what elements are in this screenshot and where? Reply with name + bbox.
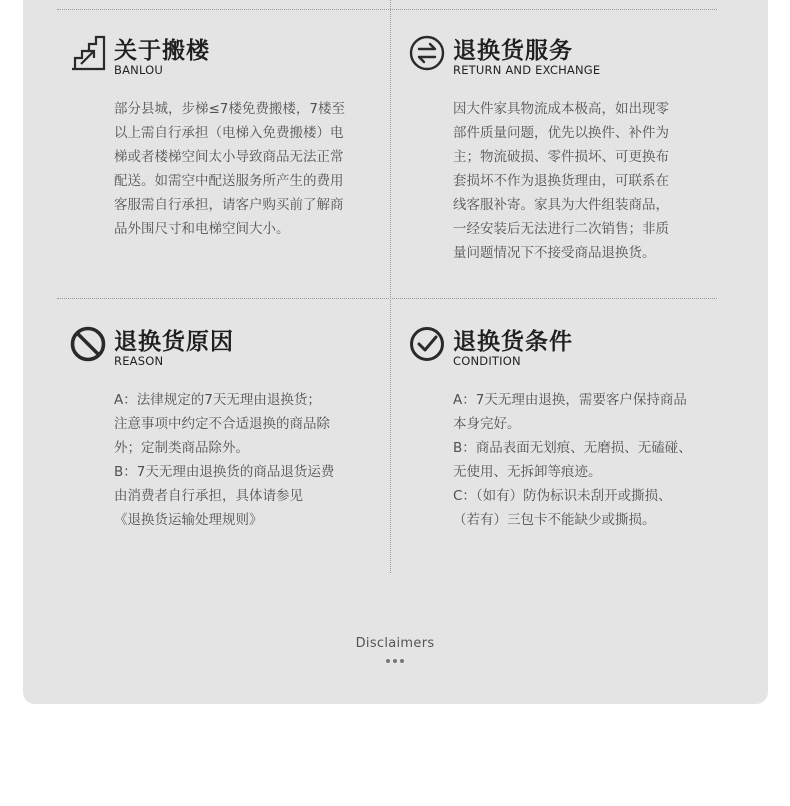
body-line: 以上需自行承担（电梯入免费搬楼）电	[114, 125, 344, 141]
body-line: 无使用、无拆卸等痕迹。	[453, 464, 602, 480]
body-line: C：（如有）防伪标识未刮开或撕损、	[453, 488, 672, 504]
body-line: 《退换货运输处理规则》	[114, 512, 263, 528]
body-line: B：商品表面无划痕、无磨损、无磕碰、	[453, 440, 692, 456]
top-divider	[57, 9, 717, 10]
body-line: 主；物流破损、零件损坏、可更换布	[453, 149, 669, 165]
body-line: 部件质量问题，优先以换件、补件为	[453, 125, 669, 141]
section-body	[453, 388, 703, 532]
section-body	[453, 97, 703, 265]
body-line: 注意事项中约定不合适退换的商品除	[114, 416, 330, 432]
body-line: 套损坏不作为退换货理由，可联系在	[453, 173, 669, 189]
body-line: 部分县城，步梯≤7楼免费搬楼，7楼至	[114, 101, 345, 117]
section-body	[114, 388, 364, 532]
ellipsis-icon	[386, 659, 404, 665]
section-title: 退换货服务	[453, 38, 573, 64]
prohibited-icon	[70, 326, 106, 362]
center-divider	[390, 0, 391, 573]
section-title: 关于搬楼	[114, 38, 210, 64]
body-line: 由消费者自行承担，具体请参见	[114, 488, 303, 504]
disclaimers-label: Disclaimers	[355, 636, 435, 651]
body-line: 品外围尺寸和电梯空间大小。	[114, 221, 290, 237]
body-line: 客服需自行承担，请客户购买前了解商	[114, 197, 344, 213]
middle-divider	[57, 298, 717, 299]
body-line: 量问题情况下不接受商品退换货。	[453, 245, 656, 261]
body-line: A：7天无理由退换，需要客户保持商品	[453, 392, 687, 408]
body-line: 配送。如需空中配送服务所产生的费用	[114, 173, 344, 189]
section-title: 退换货原因	[114, 329, 234, 355]
exchange-arrows-icon	[409, 35, 445, 71]
section-title: 退换货条件	[453, 329, 573, 355]
body-line: 一经安装后无法进行二次销售；非质	[453, 221, 669, 237]
body-line: 本身完好。	[453, 416, 521, 432]
section-subtitle: BANLOU	[114, 63, 164, 77]
section-subtitle: REASON	[114, 354, 164, 368]
stairs-arrow-icon	[70, 35, 106, 71]
section-subtitle: CONDITION	[453, 354, 521, 368]
section-body	[114, 97, 364, 241]
check-circle-icon	[409, 326, 445, 362]
body-line: （若有）三包卡不能缺少或撕损。	[453, 512, 656, 528]
body-line: 梯或者楼梯空间太小导致商品无法正常	[114, 149, 344, 165]
body-line: B：7天无理由退换货的商品退货运费	[114, 464, 335, 480]
body-line: 线客服补寄。家具为大件组装商品，	[453, 197, 669, 213]
body-line: 因大件家具物流成本极高，如出现零	[453, 101, 669, 117]
body-line: 外；定制类商品除外。	[114, 440, 249, 456]
section-subtitle: RETURN AND EXCHANGE	[453, 63, 601, 77]
body-line: A：法律规定的7天无理由退换货；	[114, 392, 321, 408]
